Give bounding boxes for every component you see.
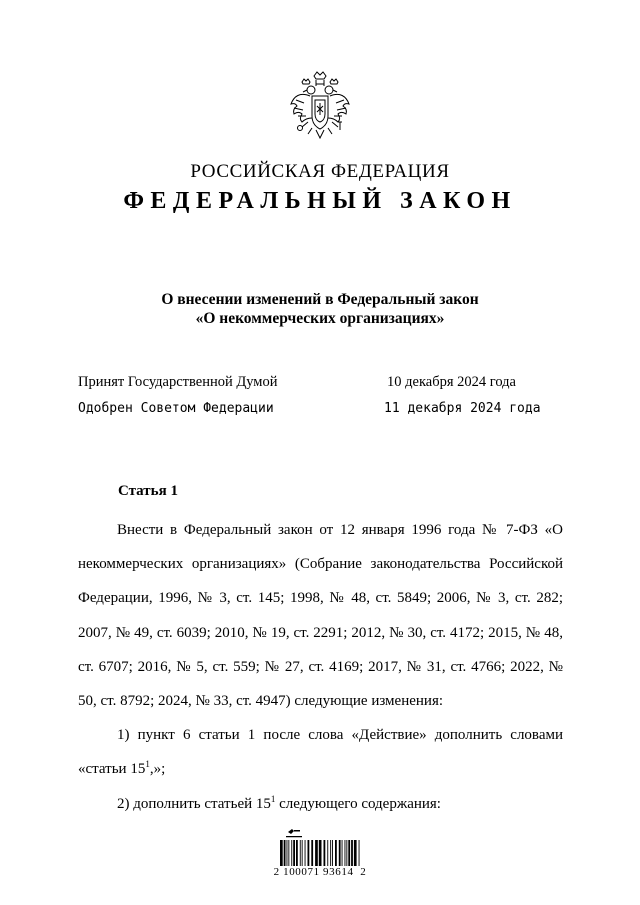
article-item-1 xyxy=(78,718,563,786)
duma-label: Принят Государственной Думой xyxy=(78,374,278,390)
law-kind-heading: ФЕДЕРАЛЬНЫЙ ЗАКОН xyxy=(123,188,517,214)
law-title-line-2: «О некоммерческих организациях» xyxy=(195,310,445,327)
item-2-tail: следующего содержания: xyxy=(275,795,441,812)
barcode-number: 2 100071 93614 2 xyxy=(273,866,367,878)
law-title xyxy=(0,290,640,328)
item-2-superscript: 1 xyxy=(270,793,276,804)
item-1-text: 1) пункт 6 статьи 1 после слова «Действие» дополнить словами «статьи 15 xyxy=(78,727,563,778)
article-intro-paragraph: Внести в Федеральный закон от 12 января 1996 года № 7-ФЗ «О некоммерческих организациях» (Собрание законодательства Российской Федерации, 1996, № 3, ст. 145; 1998, № 48, ст. 5849; 2006, № 3, ст. 282; 2007, № 49, ст. 6039; 2010, № 19, ст. 2291; 2012, № 30, ст. 4172; 2015, № 48, ст. 6707; 2016, № 5, ст. 559; № 27, ст. 4169; 2017, № 31, ст. 4766; 2022, № 50, ст. 8792; 2024, № 33, ст. 4947) следующие изменения: xyxy=(78,522,563,710)
item-1-tail: ,»; xyxy=(149,761,166,778)
country-name: РОССИЙСКАЯ ФЕДЕРАЦИЯ xyxy=(190,161,450,182)
item-2-text: 2) дополнить статьей 15 xyxy=(117,795,271,812)
state-emblem-icon xyxy=(288,70,352,144)
article-body xyxy=(78,513,563,821)
duma-date: 10 декабря 2024 года xyxy=(387,374,516,390)
council-label: Одобрен Советом Федерации xyxy=(78,401,274,416)
article-heading: Статья 1 xyxy=(118,483,178,499)
item-1-superscript: 1 xyxy=(145,759,150,770)
council-date: 11 декабря 2024 года xyxy=(384,401,541,416)
law-title-line-1: О внесении изменений в Федеральный закон xyxy=(161,291,479,308)
article-item-2 xyxy=(78,787,563,821)
